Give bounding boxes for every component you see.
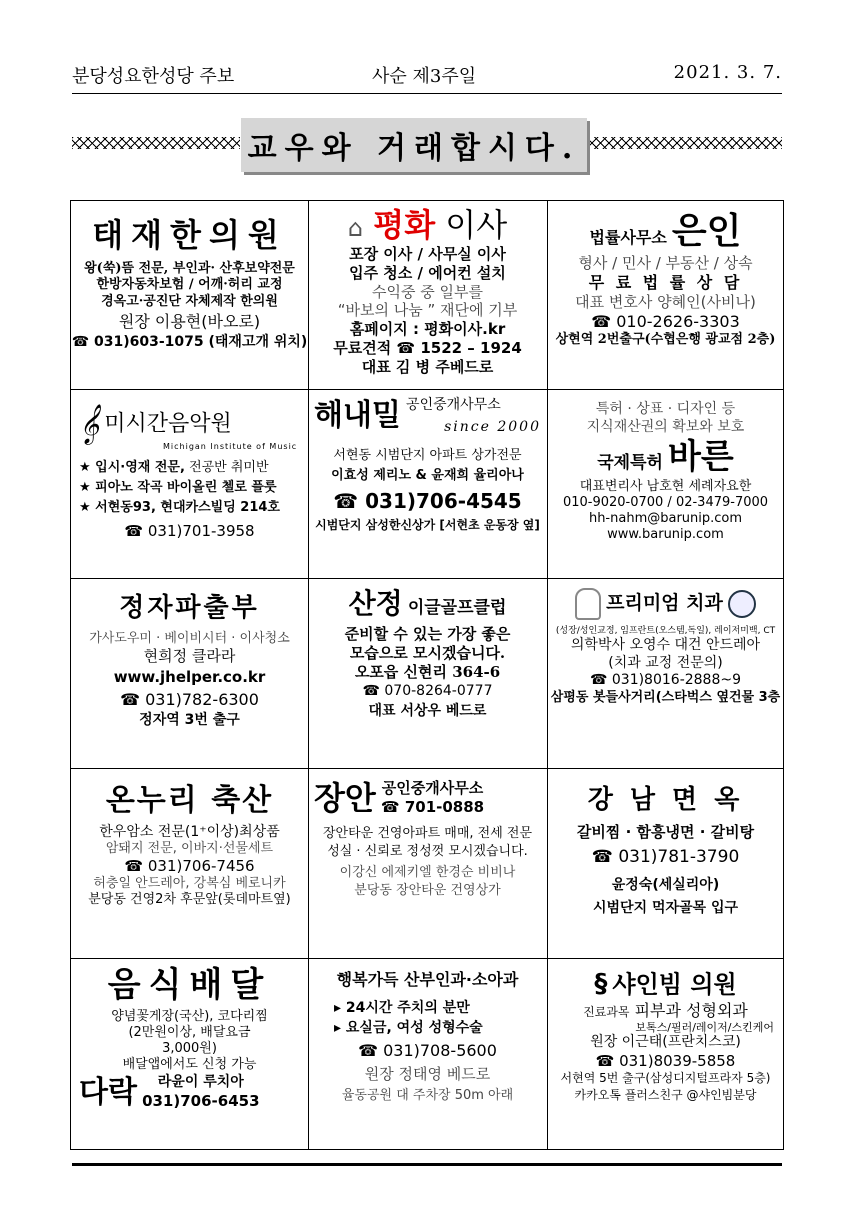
ad-line: ★ 서현동93, 현대카스빌딩 214호 <box>79 500 280 515</box>
ad-title <box>308 205 547 245</box>
ad-phone: ☎ 031)701-3958 <box>71 522 308 541</box>
ad-address: 시범단지 먹자골목 입구 <box>593 900 738 916</box>
footer-rule <box>72 1163 782 1166</box>
ad-onnuri-butcher <box>71 768 308 958</box>
banner-title: 교우와 거래합시다. <box>247 131 581 166</box>
ad-contact-block <box>142 1074 259 1110</box>
ad-phone: 010-9020-0700 / 02-3479-7000 <box>562 494 769 510</box>
ad-title <box>308 586 547 621</box>
ad-line: 성실 · 신뢰로 정성껏 모시겠습니다. <box>327 844 528 860</box>
ad-phone: ☎ 701-0888 <box>381 798 484 817</box>
ad-brand: 은인 <box>671 211 742 252</box>
ad-line: 대표 변호사 양혜인(사비나) <box>575 292 756 311</box>
ad-line: (2만원이상, 배달요금 <box>128 1024 251 1040</box>
ad-title-prefix: 국제특허 <box>597 453 663 473</box>
ad-jeongja-helper <box>71 578 308 768</box>
ad-line: 갈비찜 · 함흥냉면 · 갈비탕 <box>576 822 755 841</box>
ad-haenaemil-realty <box>308 389 547 578</box>
banner-pattern-right <box>589 137 782 149</box>
ad-phone: 031)706-6453 <box>142 1091 260 1110</box>
ad-title <box>547 588 784 620</box>
ad-title-suffix: 공인중개사무소 <box>406 397 501 413</box>
ad-pyeonghwa-moving <box>308 201 547 389</box>
ad-website: www.barunip.com <box>607 527 724 543</box>
ad-sanjeong-golf <box>308 578 547 768</box>
ad-brand: 샤인빔 의원 <box>612 970 737 999</box>
ad-brand: 바른 <box>668 437 734 477</box>
header-rule <box>72 93 782 94</box>
ad-phone: ☎ 031)782-6300 <box>71 690 308 710</box>
ad-line: 대표 서상우 베드로 <box>368 702 487 719</box>
ad-line: 원장 이용현(바오로) <box>118 311 261 331</box>
ad-address: 오포읍 신현리 364-6 <box>354 662 501 681</box>
ad-phone: ☎ 031)706-7456 <box>71 857 308 876</box>
ad-line: “바보의 나눔 ” 재단에 기부 <box>337 301 518 320</box>
ad-title: 정자파출부 <box>119 593 260 623</box>
ad-title <box>547 968 784 1001</box>
ad-line: 경옥고·공진단 자체제작 한의원 <box>101 293 278 309</box>
ad-line: ★ 피아노 작곡 바이올린 첼로 플룻 <box>79 479 277 495</box>
ad-line <box>71 460 308 476</box>
university-seal-icon <box>728 590 756 618</box>
ad-address: 상현역 2번출구(수협은행 광교점 2층) <box>555 331 776 347</box>
ad-title <box>308 778 547 818</box>
ad-line: 형사 / 민사 / 부동산 / 상속 <box>578 254 753 272</box>
ad-line: ▸ 요실금, 여성 성형수술 <box>334 1019 483 1036</box>
ad-line: 이효성 제리노 & 윤재희 율리아나 <box>331 468 524 484</box>
ad-address: 삼평동 봇들사거리(스타벅스 옆건물 3층 <box>550 689 781 705</box>
ad-eunin-law <box>547 201 784 389</box>
music-logo-icon: 𝄞 <box>79 404 100 444</box>
bulletin-date: 2021. 3. 7. <box>673 62 782 83</box>
ad-line: 무 료 법 률 상 담 <box>588 272 743 292</box>
ad-michigan-music <box>71 389 308 578</box>
ad-line: 의학박사 오영수 대건 안드레아 <box>570 637 761 654</box>
ad-title-suffix: 이사 <box>445 206 508 244</box>
ad-address: 분당동 건영2차 후문앞(롯데마트옆) <box>88 892 291 908</box>
ad-line: 왕(쑥)뜸 전문, 부인과· 산후보약전문 <box>84 261 295 276</box>
ad-brand: 프리미엄 치과 <box>606 592 723 615</box>
ad-address: 정자역 3번 출구 <box>139 712 240 729</box>
ad-line: 원장 이근태(프란치스코) <box>590 1034 741 1051</box>
ad-brand: 장안 <box>314 779 376 817</box>
ad-brand: 미시간음악원 <box>104 411 232 437</box>
ad-address: 서현역 5번 출구(삼성디지털프라자 5층) <box>560 1070 771 1085</box>
ad-specialty-row <box>547 1001 784 1021</box>
ad-title <box>547 436 784 479</box>
ad-line: 보톡스/필러/레이저/스킨케어 <box>635 1020 774 1034</box>
liturgical-week: 사순 제3주일 <box>372 66 477 87</box>
ad-line-rest: 전공반 취미반 <box>184 459 269 475</box>
ad-line-bold: ★ 입시·영재 전문, <box>79 459 185 475</box>
ad-line: 한우암소 전문(1⁺이상)최상품 <box>99 823 280 840</box>
ad-happy-obgyn <box>308 958 547 1149</box>
ad-line: 윤정숙(세실리아) <box>611 876 720 893</box>
shinebeam-logo-icon: § <box>594 969 608 999</box>
ad-premium-dental <box>547 578 784 768</box>
section-banner <box>241 118 587 172</box>
ad-phone: ☎ 031)708-5600 <box>308 1041 547 1061</box>
ad-phone: ☎ 031)781-3790 <box>547 847 784 868</box>
ad-line: (치과 교정 전문의) <box>608 654 723 671</box>
ad-line: 현희정 클라라 <box>143 646 236 665</box>
ad-phone: ☎ 070-8264-0777 <box>308 683 547 701</box>
ad-title <box>71 403 308 446</box>
ad-phone: ☎ 010-2626-3303 <box>547 312 784 332</box>
ad-food-delivery <box>71 958 308 1149</box>
ad-phone: ☎ 031)603-1075 (태재고개 위치) <box>71 334 308 352</box>
ad-homepage: 홈페이지 : 평화이사.kr <box>349 320 506 338</box>
ad-line: ▸ 24시간 주치의 분만 <box>334 1000 470 1016</box>
ad-address: 분당동 장안타운 건영상가 <box>354 882 501 898</box>
ad-line: 3,000원) <box>162 1041 217 1056</box>
ad-website: www.jhelper.co.kr <box>113 667 266 686</box>
ad-title <box>547 209 784 254</box>
ad-title: 온누리 축산 <box>105 783 274 818</box>
ad-line: 준비할 수 있는 가장 좋은 <box>344 625 511 643</box>
ad-brand-row <box>71 1074 308 1112</box>
ad-address: 시범단지 삼성한신상가 [서현초 운동장 옆] <box>315 517 540 532</box>
house-icon: ⌂ <box>347 214 364 242</box>
ad-line: 서현동 시범단지 아파트 상가전문 <box>333 448 522 463</box>
ad-line-prefix: 진료과목 <box>583 1004 630 1019</box>
bulletin-header <box>72 62 782 88</box>
ad-title: 태재한의원 <box>92 216 287 254</box>
ad-line: 피부과 성형외과 <box>634 1000 748 1020</box>
ad-title-suffix: 공인중개사무소 <box>381 779 484 798</box>
ad-since: since 2000 <box>444 418 541 435</box>
ad-title-suffix: 이글골프클럽 <box>407 598 507 618</box>
ad-line: 모습으로 모시겠습니다. <box>349 643 506 662</box>
ad-email: hh-nahm@barunip.com <box>588 511 743 526</box>
ad-line: 암돼지 전문, 이바지·선물세트 <box>105 841 274 856</box>
ad-line: 대표변리사 남호현 세례자요한 <box>579 478 752 494</box>
ad-title: 음식배달 <box>107 965 272 1005</box>
ad-title: 강 남 면 옥 <box>587 785 744 815</box>
ad-line: 대표 김 병 주베드로 <box>361 357 494 376</box>
ad-line: 양념꽃게장(국산), 코다리찜 <box>111 1008 268 1024</box>
ad-title-prefix: 법률사무소 <box>589 228 667 247</box>
ad-brand: 해내밀 <box>314 398 401 433</box>
ad-phone: ☎ 031)706-4545 <box>308 489 547 514</box>
ad-line: 가사도우미 · 베이비시터 · 이사청소 <box>89 630 290 646</box>
ad-brand: 평화 <box>373 206 436 244</box>
ad-line: 허충일 안드레아, 강복심 베로니카 <box>93 876 286 891</box>
ad-address: 율동공원 대 주차장 50m 아래 <box>341 1087 514 1103</box>
ad-line: 특허 · 상표 · 디자인 등 <box>595 401 736 417</box>
ad-line: 한방자동차보험 / 어깨·허리 교정 <box>96 277 283 293</box>
ad-phone: ☎ 031)8016-2888~9 <box>547 672 784 690</box>
ad-brand: 다락 <box>79 1074 137 1110</box>
ad-line: 장안타운 건영아파트 매매, 전세 전문 <box>322 826 533 841</box>
ad-phone: 무료견적 ☎ 1522 – 1924 <box>333 338 522 357</box>
ad-line: (성장/성인교정, 임프란트(오스템,독일), 레이저미백, CT <box>555 626 776 636</box>
ad-title: 행복가득 산부인과·소아과 <box>336 970 519 989</box>
banner-pattern-left <box>72 137 240 149</box>
ad-line: 원장 정태영 베드로 <box>364 1065 491 1083</box>
ad-jangan-realty <box>308 768 547 958</box>
ad-line: 라윤이 루치아 <box>157 1074 244 1091</box>
ad-line: 입주 청소 / 에어컨 설치 <box>349 263 506 282</box>
ad-phone: ☎ 031)8039-5858 <box>547 1052 784 1071</box>
ad-shinebeam-clinic <box>547 958 784 1149</box>
ad-line: 포장 이사 / 사무실 이사 <box>349 245 506 263</box>
ad-grid <box>70 200 784 1150</box>
ad-gangnam-myeonok <box>547 768 784 958</box>
ad-line: 수익중 중 일부를 <box>372 282 483 301</box>
ad-line: 이강신 에제키엘 한경순 비비나 <box>339 864 516 880</box>
parish-name: 분당성요한성당 주보 <box>72 66 235 87</box>
ad-line: 지식재산권의 확보와 보호 <box>586 418 745 435</box>
tooth-logo-icon <box>575 588 601 620</box>
ad-taejae-clinic <box>71 201 308 389</box>
ad-kakao: 카카오톡 플러스친구 @샤인빔분당 <box>574 1087 757 1102</box>
ad-subtitle: Michigan Institute of Music <box>163 441 298 451</box>
ad-line: 배달앱에서도 신청 가능 <box>122 1057 257 1073</box>
ad-barun-patent <box>547 389 784 578</box>
ad-title-block <box>381 779 484 817</box>
ad-brand: 산정 <box>348 587 403 620</box>
